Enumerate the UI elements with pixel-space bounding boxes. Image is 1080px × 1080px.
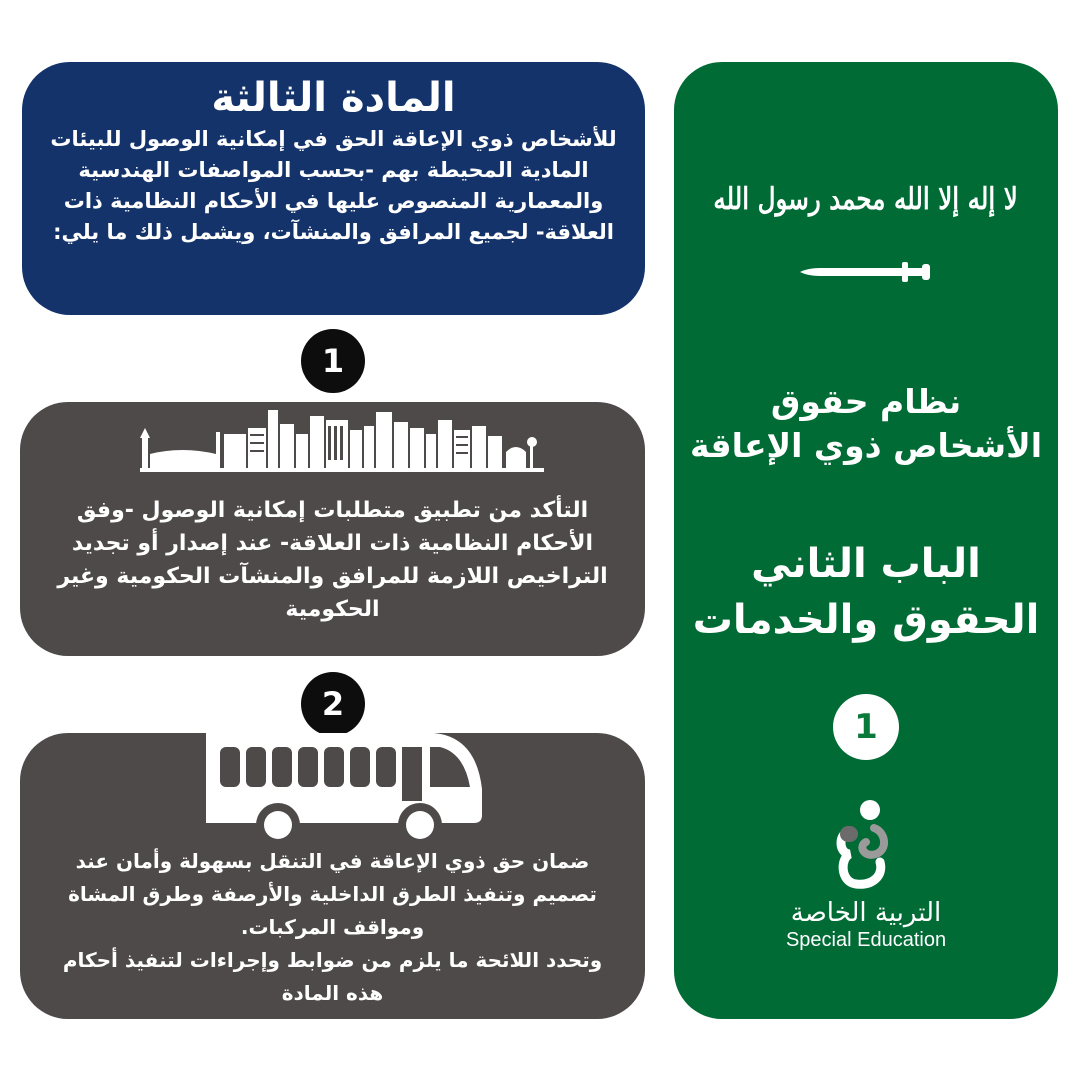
- logo-english-text: Special Education: [785, 929, 947, 951]
- special-education-logo-icon: [836, 798, 896, 894]
- saudi-emblem: [713, 182, 1019, 285]
- city-skyline-icon: [132, 402, 552, 482]
- article-box: [22, 62, 645, 315]
- item-number-1: 1: [301, 329, 365, 393]
- item-text-2-line2: وتحدد اللائحة ما يلزم من ضوابط وإجراءات لتنفيذ أحكام هذه المادة: [62, 948, 603, 1005]
- shahada-calligraphy: لا إله إلا الله محمد رسول الله: [713, 182, 1019, 217]
- bus-icon: [184, 733, 484, 841]
- special-education-logo: [786, 798, 946, 952]
- part-number-badge: 1: [833, 694, 899, 760]
- item-text-2-line1: ضمان حق ذوي الإعاقة في التنقل بسهولة وأمان عند تصميم وتنفيذ الطرق الداخلية والأرصفة وطرق المشاة ومواقف المركبات.: [68, 849, 597, 939]
- article-body: للأشخاص ذوي الإعاقة الحق في إمكانية الوصول للبيئات المادية المحيطة بهم -بحسب المواصفات الهندسية والمعمارية المنصوص عليها في الأحكام النظامية ذات العلاقة- لجميع المرافق والمنشآت، ويشمل ذلك ما يلي:: [50, 127, 617, 244]
- item-number-2: 2: [301, 672, 365, 736]
- item-text-1: التأكد من تطبيق متطلبات إمكانية الوصول -وفق الأحكام النظامية ذات العلاقة- عند إصدار أو تجديد التراخيص اللازمة للمرافق والمنشآت الحكومية وغير الحكومية: [57, 498, 608, 622]
- law-title-line1: نظام حقوق: [770, 382, 962, 421]
- item-card-1: [20, 402, 645, 656]
- chapter-title-line1: الباب الثاني: [751, 541, 981, 587]
- article-title: المادة الثالثة: [211, 75, 456, 121]
- title-panel: [674, 62, 1058, 1019]
- logo-arabic-text: التربية الخاصة: [790, 898, 942, 928]
- law-title-line2: الأشخاص ذوي الإعاقة: [690, 426, 1043, 465]
- chapter-title-line2: الحقوق والخدمات: [692, 597, 1040, 643]
- law-title: [690, 380, 1042, 468]
- sword-icon: [798, 259, 934, 285]
- item-card-2: [20, 733, 645, 1019]
- chapter-title: [693, 536, 1040, 648]
- item-text-2: [20, 845, 645, 1010]
